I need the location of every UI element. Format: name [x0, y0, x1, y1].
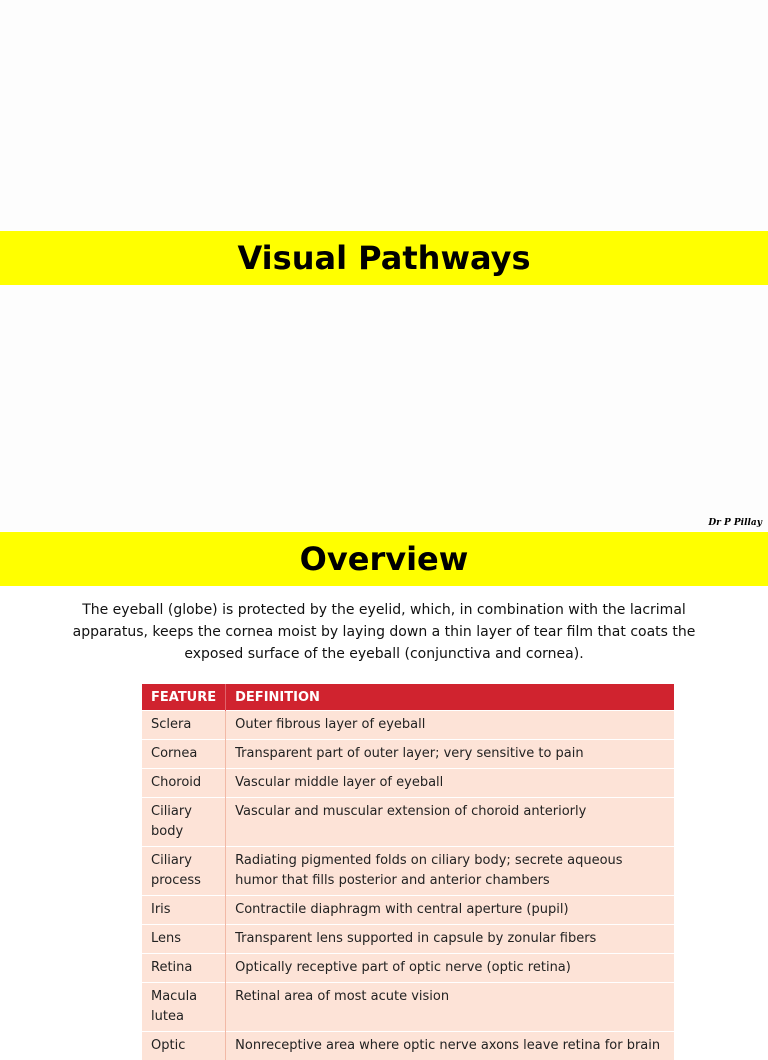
feature-cell: Lens: [142, 925, 226, 954]
title-banner: [0, 231, 768, 285]
table-row: [142, 983, 674, 1032]
header-definition: DEFINITION: [226, 684, 674, 711]
feature-cell: Ciliary process: [142, 847, 226, 896]
table-row: [142, 896, 674, 925]
definition-cell: Optically receptive part of optic nerve (optic retina): [226, 954, 674, 983]
definition-cell: Contractile diaphragm with central aperture (pupil): [226, 896, 674, 925]
definition-cell: Outer fibrous layer of eyeball: [226, 711, 674, 740]
feature-cell: Sclera: [142, 711, 226, 740]
feature-cell: Choroid: [142, 769, 226, 798]
header-feature: FEATURE: [142, 684, 226, 711]
slide-overview: [0, 531, 768, 1024]
slide-title-text: Visual Pathways: [237, 239, 530, 277]
table-header-row: [142, 684, 674, 711]
author-credit: Dr P Pillay: [708, 518, 762, 528]
table-row: [142, 954, 674, 983]
definition-cell: Transparent lens supported in capsule by zonular fibers: [226, 925, 674, 954]
definition-cell: Vascular and muscular extension of choroid anteriorly: [226, 798, 674, 847]
table-row: [142, 711, 674, 740]
definition-cell: Nonreceptive area where optic nerve axons leave retina for brain: [226, 1032, 674, 1060]
intro-paragraph: The eyeball (globe) is protected by the eyelid, which, in combination with the lacrimal apparatus, keeps the cornea moist by laying down a thin layer of tear film that coats the exposed surface of the eyeball (conjunctiva and cornea).: [60, 599, 708, 665]
feature-cell: Macula lutea: [142, 983, 226, 1032]
overview-title: Overview: [300, 540, 469, 578]
table-row: [142, 1032, 674, 1060]
definition-cell: Transparent part of outer layer; very sensitive to pain: [226, 740, 674, 769]
feature-cell: Retina: [142, 954, 226, 983]
table-row: [142, 798, 674, 847]
definition-cell: Radiating pigmented folds on ciliary body; secrete aqueous humor that fills posterior and anterior chambers: [226, 847, 674, 896]
overview-banner: [0, 532, 768, 586]
feature-table: [142, 684, 674, 1060]
feature-cell: Optic: [142, 1032, 226, 1060]
feature-cell: Cornea: [142, 740, 226, 769]
feature-cell: Ciliary body: [142, 798, 226, 847]
table-row: [142, 740, 674, 769]
table-row: [142, 769, 674, 798]
feature-cell: Iris: [142, 896, 226, 925]
definition-cell: Retinal area of most acute vision: [226, 983, 674, 1032]
table-row: [142, 847, 674, 896]
definition-cell: Vascular middle layer of eyeball: [226, 769, 674, 798]
table-row: [142, 925, 674, 954]
